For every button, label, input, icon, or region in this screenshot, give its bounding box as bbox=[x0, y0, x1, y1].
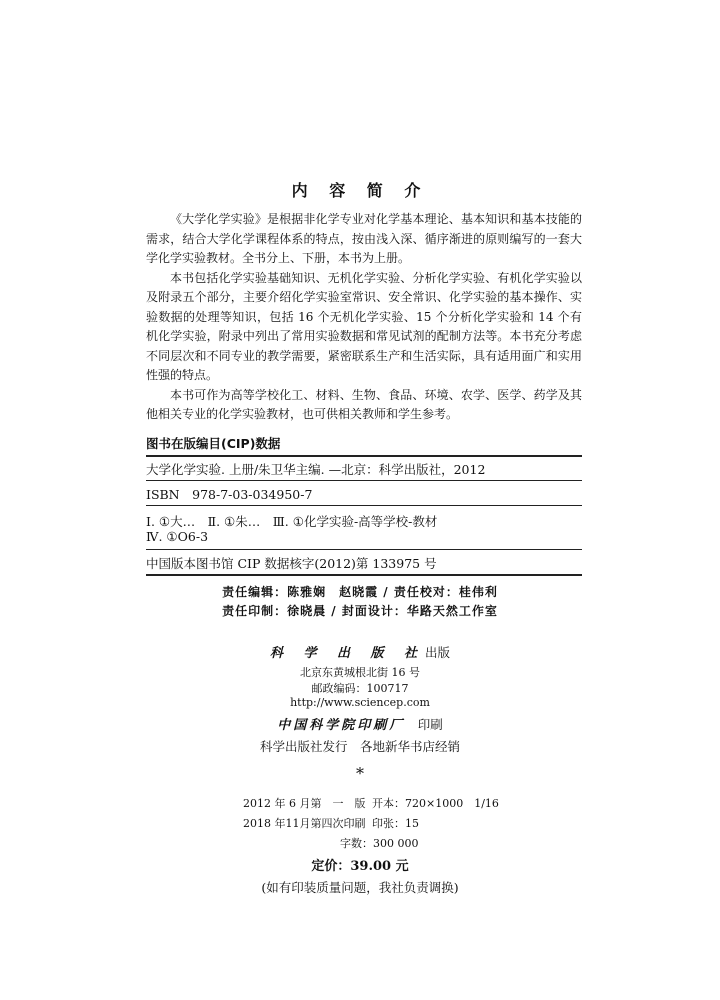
publisher-address: 北京东黄城根北街 16 号 bbox=[300, 666, 420, 679]
summary-paragraph: 本书可作为高等学校化工、材料、生物、食品、环境、农学、医学、药学及其他相关专业的化学实验教材，也可供相关教师和学生参考。 bbox=[146, 387, 582, 421]
book-format: 开本：720×1000 1/16 bbox=[372, 797, 499, 810]
cip-record-number: 中国版本图书馆 CIP 数据核字(2012)第 133975 号 bbox=[146, 556, 437, 571]
summary-paragraph: 本书包括化学实验基础知识、无机化学实验、分析化学实验、有机化学实验以及附录五个部分，主要介绍化学实验室常识、安全常识、化学实验的基本操作、实验数据的处理等知识，包括 16 个无机化学实验、15 个分析化学实验和 14 个有机化学实验，附录中列出了常用实验数据和常见试剂的配制方法等。本书充分考虑不同层次和不同专业的教学需要，紧密联系生产和生活实际，具有适用面广和实用性强的特点。 bbox=[146, 270, 582, 382]
cip-bottom-rule bbox=[146, 574, 582, 576]
cip-subjects: Ⅰ. ①大… Ⅱ. ①朱… Ⅲ. ①化学实验-高等学校-教材 bbox=[146, 514, 438, 529]
print-sheets: 印张：15 bbox=[372, 817, 419, 830]
cip-top-rule bbox=[146, 455, 582, 457]
publisher-line bbox=[0, 642, 720, 661]
price: 定价：39.00 元 bbox=[311, 859, 409, 874]
distribution-line: 科学出版社发行 各地新华书店经销 bbox=[259, 739, 460, 754]
cip-divider bbox=[146, 480, 582, 481]
editor-credits: 责任编辑：陈雅娴 赵晓霞 / 责任校对：桂伟利 bbox=[222, 585, 498, 599]
production-credits: 责任印制：徐晓晨 / 封面设计：华路天然工作室 bbox=[222, 604, 498, 618]
first-edition: 2012 年 6 月第 一 版 bbox=[243, 797, 366, 810]
quality-notice: (如有印装质量问题，我社负责调换) bbox=[261, 880, 459, 895]
cip-divider bbox=[146, 505, 582, 506]
book-summary bbox=[146, 210, 582, 425]
summary-paragraph: 《大学化学实验》是根据非化学专业对化学基本理论、基本知识和基本技能的需求，结合大学化学课程体系的特点，按由浅入深、循序渐进的原则编写的一套大学化学实验教材。全书分上、下册，本书为上册。 bbox=[146, 212, 582, 265]
publisher-logo: 科 学 出 版 社 bbox=[269, 646, 426, 661]
publisher-url: http://www.sciencep.com bbox=[290, 696, 430, 709]
page-title: 内 容 简 介 bbox=[291, 181, 429, 200]
isbn: ISBN 978-7-03-034950-7 bbox=[146, 487, 313, 502]
printer-suffix: 印刷 bbox=[417, 717, 443, 732]
cip-heading: 图书在版编目(CIP)数据 bbox=[146, 436, 281, 451]
publisher-suffix: 出版 bbox=[425, 645, 451, 660]
word-count: 字数：300 000 bbox=[340, 837, 419, 850]
printing-info: 2018 年11月第四次印刷 bbox=[243, 817, 366, 830]
cip-divider bbox=[146, 549, 582, 550]
cip-entry: 大学化学实验. 上册/朱卫华主编. —北京：科学出版社，2012 bbox=[146, 462, 486, 477]
printer-line bbox=[0, 714, 720, 733]
publisher-postcode: 邮政编码：100717 bbox=[311, 682, 409, 695]
cip-classification: Ⅳ. ①O6-3 bbox=[146, 529, 209, 544]
printer-logo: 中国科学院印刷厂 bbox=[277, 718, 406, 733]
separator-star: * bbox=[356, 764, 364, 783]
